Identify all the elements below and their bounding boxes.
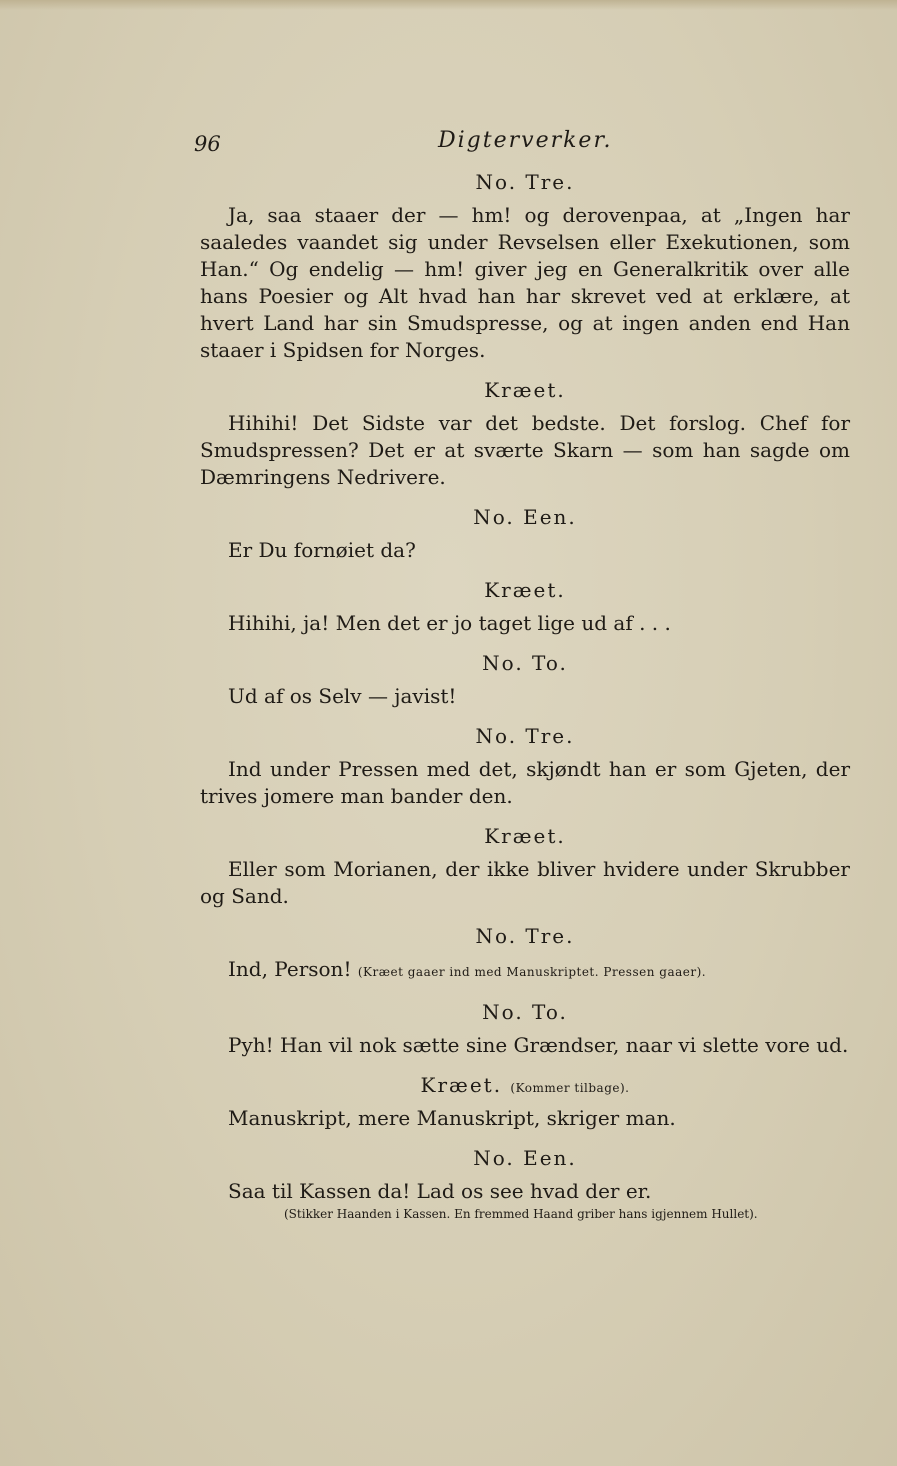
dialogue-entry: [200, 824, 850, 910]
speaker-name: No. To.: [482, 1000, 568, 1024]
speech-text: Ind under Pressen med det, skjøndt han er som Gjeten, der trives jomere man bander den.: [200, 757, 850, 808]
dialogue-entry: [200, 1073, 850, 1132]
speech-text: Saa til Kassen da! Lad os see hvad der er.: [228, 1179, 652, 1203]
speech-text: Er Du fornøiet da?: [228, 538, 416, 562]
speaker-name: No. Tre.: [475, 170, 575, 194]
dialogue-entry: [200, 724, 850, 810]
running-title: Digterverker.: [438, 128, 613, 153]
speaker-name: Kræet. (Kommer tilbage).: [420, 1073, 630, 1097]
dialogue-entry: [200, 651, 850, 710]
dialogue-entry: [200, 578, 850, 637]
speech-text: Ud af os Selv — javist!: [228, 684, 457, 708]
dialogue-entry: [200, 1146, 850, 1221]
stage-direction: (Kræet gaaer ind med Manuskriptet. Pressen gaaer).: [357, 965, 707, 979]
speaker-name: No. Een.: [473, 1146, 577, 1170]
speech-line: Ind, Person!: [228, 957, 352, 981]
dialogue-entry: [200, 505, 850, 564]
dialogue-entry: [200, 378, 850, 491]
speech-text: [200, 956, 850, 986]
dialogue-entry: [200, 1000, 850, 1059]
speaker-name: No. Tre.: [475, 724, 575, 748]
page-edge: [0, 0, 897, 10]
dialogue-text: [200, 170, 850, 1221]
speaker-name: No. To.: [482, 651, 568, 675]
speaker-name: Kræet.: [484, 378, 566, 402]
dialogue-entry: [200, 170, 850, 364]
speech-text: Eller som Morianen, der ikke bliver hvidere under Skrubber og Sand.: [200, 857, 850, 908]
page-header: [194, 128, 854, 162]
speaker-name: No. Tre.: [475, 924, 575, 948]
page-number: 96: [194, 132, 221, 156]
speech-text: Hihihi, ja! Men det er jo taget lige ud af . . .: [228, 611, 671, 635]
speaker-name: No. Een.: [473, 505, 577, 529]
speaker-name: Kræet.: [484, 578, 566, 602]
dialogue-entry: [200, 924, 850, 986]
speech-text: Manuskript, mere Manuskript, skriger man.: [228, 1106, 676, 1130]
closing-stage-direction: (Stikker Haanden i Kassen. En fremmed Haand griber hans igjennem Hullet).: [284, 1207, 758, 1221]
speech-text: Hihihi! Det Sidste var det bedste. Det forslog. Chef for Smudspressen? Det er at sværte Skarn — som han sagde om Dæmringens Nedrivere.: [200, 411, 850, 489]
speech-text: Pyh! Han vil nok sætte sine Grændser, naar vi slette vore ud.: [228, 1033, 849, 1057]
speech-text: Ja, saa staaer der — hm! og derovenpaa, at „Ingen har saaledes vaandet sig under Revselsen eller Exekutionen, som Han.“ Og endelig — hm! giver jeg en Generalkritik over alle hans Poesier og Alt hvad han har skrevet ved at erklære, at hvert Land har sin Smudspresse, og at ingen anden end Han staaer i Spidsen for Norges.: [200, 203, 850, 362]
speaker-name: Kræet.: [484, 824, 566, 848]
stage-direction: (Kommer tilbage).: [510, 1081, 630, 1095]
